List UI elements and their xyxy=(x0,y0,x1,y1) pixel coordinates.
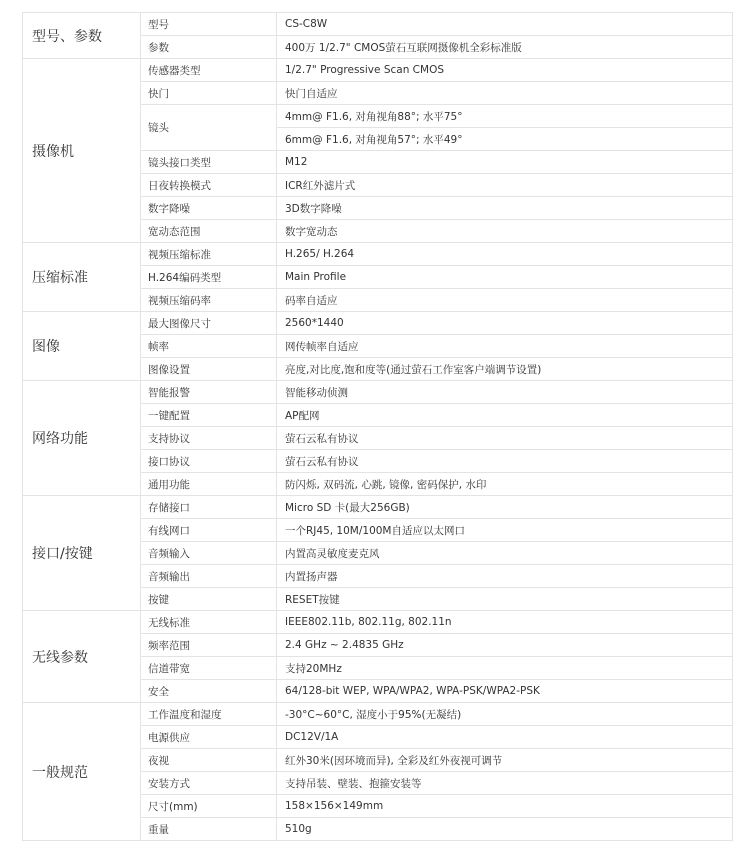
section-title: 网络功能 xyxy=(23,381,141,496)
spec-label: 频率范围 xyxy=(141,634,277,657)
table-row xyxy=(23,703,733,726)
spec-value: 萤石云私有协议 xyxy=(277,450,733,473)
spec-label: 按键 xyxy=(141,588,277,611)
spec-label: 音频输出 xyxy=(141,565,277,588)
table-row xyxy=(23,243,733,266)
spec-value: 支持20MHz xyxy=(277,657,733,680)
spec-value: 1/2.7" Progressive Scan CMOS xyxy=(277,59,733,82)
spec-value: 64/128-bit WEP, WPA/WPA2, WPA-PSK/WPA2-PSK xyxy=(277,680,733,703)
spec-value: 510g xyxy=(277,818,733,841)
spec-value: 萤石云私有协议 xyxy=(277,427,733,450)
spec-label: 数字降噪 xyxy=(141,197,277,220)
spec-label: 夜视 xyxy=(141,749,277,772)
spec-value: RESET按键 xyxy=(277,588,733,611)
spec-label: 镜头接口类型 xyxy=(141,151,277,174)
spec-value: 2560*1440 xyxy=(277,312,733,335)
spec-value: AP配网 xyxy=(277,404,733,427)
spec-label: 无线标准 xyxy=(141,611,277,634)
spec-label: 视频压缩码率 xyxy=(141,289,277,312)
table-row xyxy=(23,59,733,82)
table-row xyxy=(23,13,733,36)
spec-value: CS-C8W xyxy=(277,13,733,36)
spec-label: 图像设置 xyxy=(141,358,277,381)
spec-label: 日夜转换模式 xyxy=(141,174,277,197)
spec-value: 防闪烁, 双码流, 心跳, 镜像, 密码保护, 水印 xyxy=(277,473,733,496)
spec-value: H.265/ H.264 xyxy=(277,243,733,266)
spec-value: 快门自适应 xyxy=(277,82,733,105)
spec-label: 视频压缩标准 xyxy=(141,243,277,266)
spec-value: -30°C~60°C, 湿度小于95%(无凝结) xyxy=(277,703,733,726)
spec-value: 6mm@ F1.6, 对角视角57°; 水平49° xyxy=(277,128,733,151)
spec-label: 电源供应 xyxy=(141,726,277,749)
spec-value: 158×156×149mm xyxy=(277,795,733,818)
spec-label: 最大图像尺寸 xyxy=(141,312,277,335)
table-row xyxy=(23,312,733,335)
spec-label: 一键配置 xyxy=(141,404,277,427)
spec-value: 4mm@ F1.6, 对角视角88°; 水平75° xyxy=(277,105,733,128)
spec-label: 帧率 xyxy=(141,335,277,358)
table-row xyxy=(23,496,733,519)
spec-label: 存储接口 xyxy=(141,496,277,519)
spec-value: ICR红外滤片式 xyxy=(277,174,733,197)
spec-label: 接口协议 xyxy=(141,450,277,473)
spec-value: 数字宽动态 xyxy=(277,220,733,243)
spec-value: Micro SD 卡(最大256GB) xyxy=(277,496,733,519)
spec-label: 快门 xyxy=(141,82,277,105)
spec-value: 支持吊装、壁装、抱箍安装等 xyxy=(277,772,733,795)
spec-label: 工作温度和湿度 xyxy=(141,703,277,726)
spec-label: 信道带宽 xyxy=(141,657,277,680)
spec-label: H.264编码类型 xyxy=(141,266,277,289)
spec-label: 尺寸(mm) xyxy=(141,795,277,818)
section-title: 摄像机 xyxy=(23,59,141,243)
spec-label: 镜头 xyxy=(141,105,277,151)
section-title: 无线参数 xyxy=(23,611,141,703)
spec-value: 一个RJ45, 10M/100M自适应以太网口 xyxy=(277,519,733,542)
spec-value: 2.4 GHz ~ 2.4835 GHz xyxy=(277,634,733,657)
spec-value: 码率自适应 xyxy=(277,289,733,312)
spec-table xyxy=(22,12,733,841)
spec-label: 通用功能 xyxy=(141,473,277,496)
spec-label: 型号 xyxy=(141,13,277,36)
spec-label: 支持协议 xyxy=(141,427,277,450)
spec-label: 传感器类型 xyxy=(141,59,277,82)
section-title: 一般规范 xyxy=(23,703,141,841)
spec-value: DC12V/1A xyxy=(277,726,733,749)
spec-value: 网传帧率自适应 xyxy=(277,335,733,358)
spec-value: 3D数字降噪 xyxy=(277,197,733,220)
spec-value: 内置高灵敏度麦克风 xyxy=(277,542,733,565)
spec-label: 宽动态范围 xyxy=(141,220,277,243)
spec-value: IEEE802.11b, 802.11g, 802.11n xyxy=(277,611,733,634)
section-title: 图像 xyxy=(23,312,141,381)
spec-table-body xyxy=(23,13,733,841)
spec-label: 参数 xyxy=(141,36,277,59)
spec-label: 音频输入 xyxy=(141,542,277,565)
spec-label: 智能报警 xyxy=(141,381,277,404)
spec-label: 安装方式 xyxy=(141,772,277,795)
spec-label: 有线网口 xyxy=(141,519,277,542)
spec-value: 红外30米(因环境而异), 全彩及红外夜视可调节 xyxy=(277,749,733,772)
section-title: 型号、参数 xyxy=(23,13,141,59)
table-row xyxy=(23,611,733,634)
section-title: 压缩标准 xyxy=(23,243,141,312)
spec-value: M12 xyxy=(277,151,733,174)
spec-value: 内置扬声器 xyxy=(277,565,733,588)
section-title: 接口/按键 xyxy=(23,496,141,611)
spec-value: 智能移动侦测 xyxy=(277,381,733,404)
spec-value: 400万 1/2.7" CMOS萤石互联网摄像机全彩标准版 xyxy=(277,36,733,59)
spec-value: Main Profile xyxy=(277,266,733,289)
spec-label: 重量 xyxy=(141,818,277,841)
spec-label: 安全 xyxy=(141,680,277,703)
spec-value: 亮度,对比度,饱和度等(通过萤石工作室客户端调节设置) xyxy=(277,358,733,381)
table-row xyxy=(23,381,733,404)
